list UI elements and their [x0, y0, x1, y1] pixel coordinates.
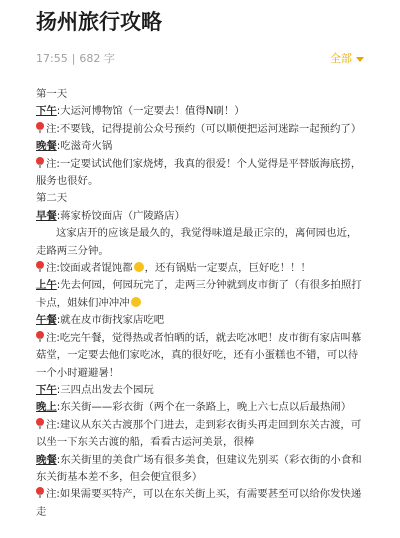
- note-time: 17:55: [36, 52, 68, 65]
- schedule-line: [36, 277, 364, 294]
- schedule-label: 午餐: [36, 314, 57, 327]
- pushpin-icon: [36, 157, 44, 168]
- word-count: 682 字: [79, 52, 115, 65]
- schedule-label: 晚餐: [36, 453, 57, 466]
- tip-text: 注:不要钱，记得提前公众号预约（可以顺便把运河迷踪一起预约了）: [46, 122, 362, 135]
- all-filter-label: 全部: [330, 52, 352, 65]
- tip-text: 注:饺面或者馄饨都: [46, 262, 133, 275]
- schedule-text: :蒋家桥饺面店（广陵路店）: [56, 209, 185, 222]
- text-line: 服务也很好。: [36, 175, 99, 188]
- note-body[interactable]: [36, 86, 364, 521]
- tip-line: [36, 156, 364, 173]
- text-line: 走: [36, 505, 47, 518]
- text-line: 走路两三分钟。: [36, 244, 109, 257]
- all-filter-button[interactable]: [330, 50, 364, 68]
- text-line: 东关街基本差不多，但会便宜很多）: [36, 470, 203, 483]
- pushpin-icon: [36, 418, 44, 429]
- schedule-line: [36, 312, 364, 329]
- pushpin-icon: [36, 331, 44, 342]
- wink-emoji-icon: [131, 297, 141, 307]
- schedule-line: [36, 452, 364, 469]
- pushpin-icon: [36, 487, 44, 498]
- tip-text: 注:一定要试试他们家烧烤，我真的很爱！个人觉得是平替版海底捞，: [46, 157, 362, 170]
- note-title: 扬州旅行攻略: [36, 10, 162, 34]
- pushpin-icon: [36, 122, 44, 133]
- tip-text: 注:吃完午餐，觉得热或者怕晒的话，就去吃冰吧！皮市街有家店叫慕: [46, 331, 362, 344]
- schedule-line: [36, 103, 364, 120]
- schedule-label: 晚餐: [36, 140, 57, 153]
- schedule-label: 早餐: [36, 209, 57, 222]
- note-meta: [36, 50, 364, 68]
- schedule-line: [36, 138, 364, 155]
- schedule-text: :吃滋奇火锅: [56, 140, 113, 153]
- schedule-text: :三四点出发去个园玩: [56, 383, 154, 396]
- note-view: [0, 6, 400, 521]
- tip-line: [36, 486, 364, 503]
- text-line: 菇堂，一定要去他们家吃冰，真的很好吃，还有小蛋糕也不错，可以待: [36, 349, 359, 362]
- schedule-label: 下午: [36, 105, 57, 118]
- tip-line: [36, 330, 364, 347]
- meta-divider: |: [71, 52, 76, 65]
- text-line-content: 卡点，姐妹们冲冲冲: [36, 296, 130, 309]
- schedule-text: :就在皮市街找家店吃吧: [56, 314, 165, 327]
- day-heading: 第二天: [36, 192, 68, 205]
- schedule-text: :大运河博物馆（一定要去！值得N刷！）: [56, 105, 245, 118]
- schedule-line: [36, 382, 364, 399]
- text-line: 一个小时避避暑！: [36, 366, 120, 379]
- text-line: [36, 295, 364, 312]
- schedule-text: :先去何园，何园玩完了，走两三分钟就到皮市街了（有很多拍照打: [56, 279, 362, 292]
- schedule-line: [36, 208, 364, 225]
- schedule-text: :东关街——彩衣街（两个在一条路上，晚上六七点以后最热闹）: [56, 401, 352, 414]
- caret-down-icon: [356, 57, 364, 62]
- schedule-label: 晚上: [36, 401, 57, 414]
- text-line: 以坐一下东关古渡的船，看看古运河美景，很棒: [36, 436, 255, 449]
- tip-text: ，还有锅贴一定要点，巨好吃！！！: [144, 262, 311, 275]
- schedule-text: :东关街里的美食广场有很多美食，但建议先别买（彩衣街的小食和: [56, 453, 362, 466]
- schedule-label: 下午: [36, 383, 57, 396]
- tip-line: [36, 121, 364, 138]
- joy-emoji-icon: [134, 262, 144, 272]
- day-heading: 第一天: [36, 88, 68, 100]
- tip-line: [36, 417, 364, 434]
- schedule-label: 上午: [36, 279, 57, 292]
- tip-line: [36, 260, 364, 277]
- text-line: 这家店开的应该是最久的，我觉得味道是最正宗的，离何园也近，: [56, 227, 358, 240]
- schedule-line: [36, 399, 364, 416]
- tip-text: 注:如果需要买特产，可以在东关街上买，有需要甚至可以给你发快递: [46, 488, 362, 501]
- tip-text: 注:建议从东关古渡那个门进去，走到彩衣街头再走回到东关古渡，可: [46, 418, 362, 431]
- pushpin-icon: [36, 261, 44, 272]
